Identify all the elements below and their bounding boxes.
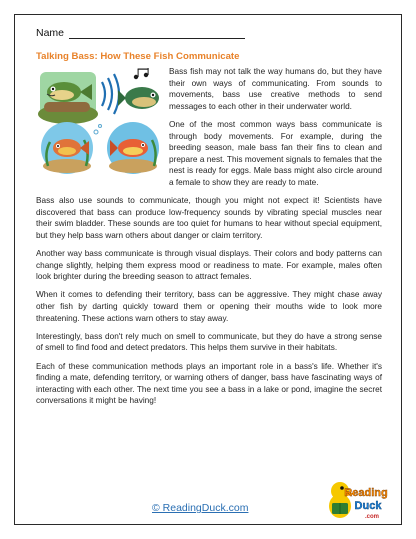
name-label: Name [36, 27, 65, 39]
name-input-line[interactable] [69, 38, 245, 39]
readingduck-link[interactable]: © ReadingDuck.com [152, 502, 249, 514]
paragraph-7: Each of these communication methods plays an important role in a bass's life. Whether it's finding a mate, defending territory, or warning others of danger, bass have fascinating ways of interacting with each other. The next time you see a bass in a lake or pond, imagine the secret conversations it might be having! [36, 361, 382, 406]
illustration-wrap-space [36, 66, 169, 179]
svg-text:.com: .com [364, 514, 380, 520]
paragraph-6: Interestingly, bass don't rely much on smell to communicate, but they do have a strong sense of smell to find food and detect predators. This helps them survive in their habitats. [36, 331, 382, 353]
paragraph-2: One of the most common ways bass communicate is through body movements. For example, during the breeding season, male bass fan their fins to clean and prepare a nest. This movement signals to females that the nest is ready for eggs. Male bass might also circle around a female to show they are ready to mate. [169, 119, 382, 187]
reading-duck-logo [326, 476, 390, 522]
article-body [36, 66, 382, 414]
paragraph-3: Bass also use sounds to communicate, though you might not expect it! Scientists have discovered that bass can produce low-frequency sounds by vibrating special muscles near their swim bladder. These sounds are too quiet for humans to hear without special equipment, but they help bass warn others about danger or claim territory. [36, 196, 382, 240]
paragraph-1: Bass fish may not talk the way humans do, but they have their own ways of communicating. From sounds to movements, bass use creative methods to send messages to each other in their underwater world. [169, 67, 382, 111]
worksheet-title: Talking Bass: How These Fish Communicate [36, 51, 240, 62]
paragraph-4: Another way bass communicate is through visual displays. Their colors and body patterns can change slightly, helping them express mood or readiness to mate. For example, males often look brighter during the breeding season to attract females. [36, 249, 382, 282]
svg-text:Reading: Reading [344, 487, 388, 499]
svg-text:Duck: Duck [354, 500, 382, 512]
paragraph-5: When it comes to defending their territory, bass can be aggressive. They might chase away other fish by darting quickly toward them or opening their mouths wide to look more threatening. These actions warn others to stay away. [36, 290, 382, 323]
